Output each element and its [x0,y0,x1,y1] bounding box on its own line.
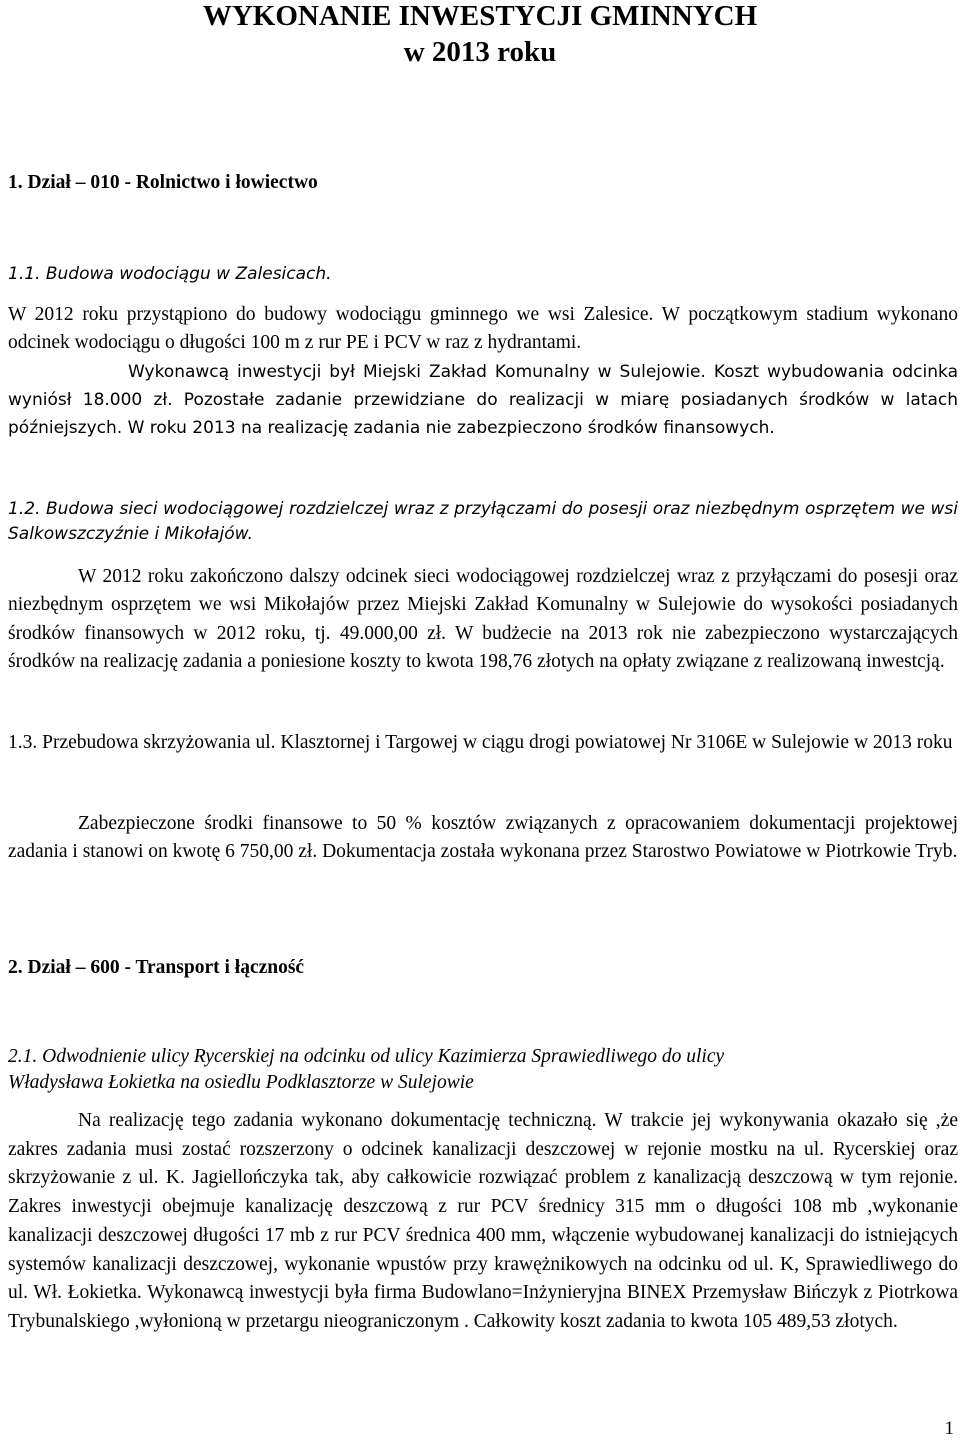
subsection-2-1-title-line2: Władysława Łokietka na osiedlu Podklasztorze w Sulejowie [8,1072,474,1093]
subsection-1-1-paragraph-sans: Wykonawcą inwestycji był Miejski Zakład Komunalny w Sulejowie. Koszt wybudowania odcinka wyniósł 18.000 zł. Pozostałe zadanie przewidziane do realizacji w miarę posiadanych środków w latach późniejszych. W roku 2013 na realizację zadania nie zabezpieczono środków finansowych. [8,362,958,438]
section-1-heading: 1. Dział – 010 - Rolnictwo i łowiectwo [8,172,318,193]
document-title-line1: WYKONANIE INWESTYCJI GMINNYCH [202,0,758,32]
subsection-1-2-paragraph: W 2012 roku zakończono dalszy odcinek sieci wodociągowej rozdzielczej wraz z przyłączami do posesji oraz niezbędnym osprzętem we wsi Mikołajów przez Miejski Zakład Komunalny w Sulejowie do wysokości posiadanych środków finansowych w 2012 roku, tj. 49.000,00 zł. W budżecie na 2013 rok nie zabezpieczono wystarczających środków na realizację zadania a poniesione koszty to kwota 198,76 złotych na opłaty związane z realizowaną inwestcją. [8,566,958,672]
subsection-1-3-paragraph: Zabezpieczone środki finansowe to 50 % kosztów związanych z opracowaniem dokumentacji projektowej zadania i stanowi on kwotę 6 750,00 zł. Dokumentacja została wykonana przez Starostwo Powiatowe w Piotrkowie Tryb. [8,813,958,863]
subsection-1-1-title: 1.1. Budowa wodociągu w Zalesicach. [8,264,332,284]
subsection-1-2-title: 1.2. Budowa sieci wodociągowej rozdzielczej wraz z przyłączami do posesji oraz niezbędnym osprzętem we wsi Salkowszczyźnie i Mikołajów. [8,499,958,544]
section-2-heading: 2. Dział – 600 - Transport i łączność [8,957,305,978]
subsection-1-3-title: 1.3. Przebudowa skrzyżowania ul. Klasztornej i Targowej w ciągu drogi powiatowej Nr 3106E w Sulejowie w 2013 roku [8,732,953,753]
document-title-line2: w 2013 roku [403,36,557,68]
page-number: 1 [944,1418,954,1439]
subsection-1-1-paragraph: W 2012 roku przystąpiono do budowy wodociągu gminnego we wsi Zalesice. W początkowym stadium wykonano odcinek wodociągu o długości 100 m z rur PE i PCV w raz z hydrantami. [8,304,958,354]
subsection-2-1-paragraph: Na realizację tego zadania wykonano dokumentację techniczną. W trakcie jej wykonywania okazało się ,że zakres zadania musi zostać rozszerzony o odcinek kanalizacji deszczowej w rejonie mostku na ul. Rycerskiej oraz skrzyżowanie z ul. K. Jagiellończyka tak, aby całkowicie rozwiązać problem z kanalizacją deszczową w tym rejonie. Zakres inwestycji obejmuje kanalizację deszczową z rur PCV średnicy 315 mm o długości 108 mb ,wykonanie kanalizacji deszczowej długości 17 mb z rur PCV średnica 400 mm, włączenie wybudowanej kanalizacji do istniejących systemów kanalizacji deszczowej, wykonanie wpustów przy krawężnikowych na odcinku od ul. K, Sprawiedliwego do ul. Wł. Łokietka. Wykonawcą inwestycji była firma Budowlano=Inżynieryjna BINEX Przemysław Bińczyk z Piotrkowa Trybunalskiego ,wyłonioną w przetargu nieograniczonym . Całkowity koszt zadania to kwota 105 489,53 złotych. [8,1110,958,1332]
subsection-2-1-title-line1: 2.1. Odwodnienie ulicy Rycerskiej na odcinku od ulicy Kazimierza Sprawiedliwego do ulicy [8,1046,725,1067]
